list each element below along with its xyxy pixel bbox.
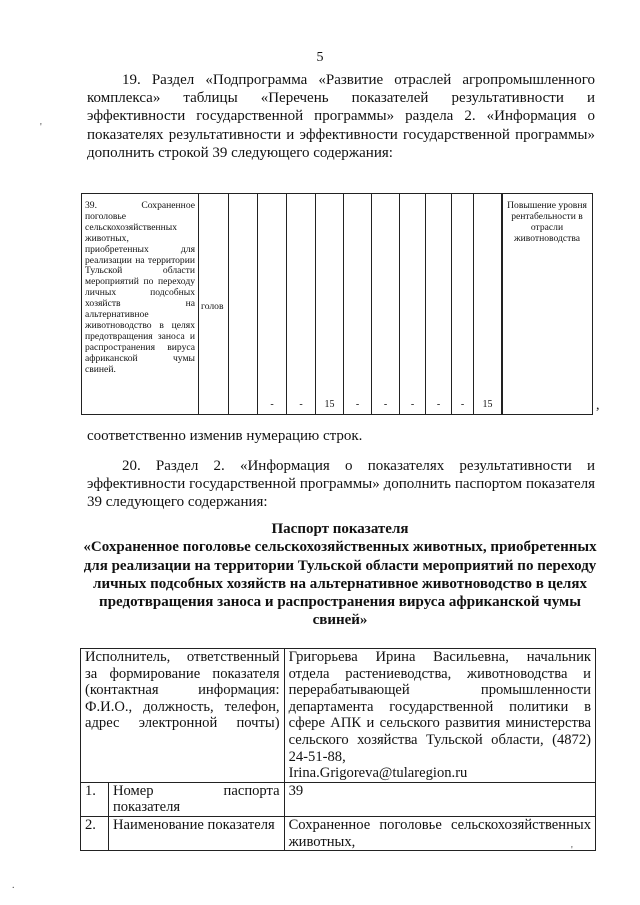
- row-39-value: -: [426, 194, 452, 414]
- passport-title-name: «Сохраненное поголовье сельскохозяйственных животных, приобретенных для реализации на территории Тульской области мероприятий по переходу личных подсобных хозяйств на альтернативное животноводство в целях предотвращения заноса и распространения вируса африканской чумы свиней»: [83, 539, 597, 629]
- row-39-value: -: [400, 194, 426, 414]
- row-39-value: -: [287, 194, 316, 414]
- passport-table: [80, 648, 596, 851]
- passport-title-line1: Паспорт показателя: [271, 521, 409, 537]
- renumber-note: соответственно изменив нумерацию строк.: [87, 428, 363, 444]
- scan-mark: ': [571, 845, 573, 856]
- row-39-value: -: [372, 194, 400, 414]
- trailing-comma: ,: [596, 398, 600, 413]
- executor-label: Исполнитель, ответственный за формирование показателя (контактная информация: Ф.И.О., должность, телефон, адрес электронной почты): [81, 649, 285, 783]
- row-39-value: [229, 194, 258, 414]
- table-row: [81, 649, 596, 783]
- executor-details: Григорьева Ирина Васильевна, начальник отдела растениеводства, животноводства и перерабатывающей промышленности департамента государственной политики в сфере АПК и сельского развития министерства сельского хозяйства Тульской области, (4872) 24-51-88,: [288, 649, 591, 765]
- row-value: Сохраненное поголовье сельскохозяйственных животных,: [284, 816, 595, 850]
- row-number: 2.: [81, 816, 109, 850]
- row-39-value: 15: [474, 194, 502, 414]
- scan-mark: ': [40, 122, 42, 133]
- row-39-value: 15: [316, 194, 344, 414]
- executor-value: [284, 649, 595, 783]
- row-39-unit: голов: [199, 194, 229, 414]
- paragraph-20: 20. Раздел 2. «Информация о показателях результативности и эффективности государственной программы» дополнить паспортом показателя 39 следующего содержания:: [87, 458, 595, 511]
- scan-mark: .: [12, 880, 15, 891]
- table-row: [81, 816, 596, 850]
- table-row: [81, 782, 596, 816]
- paragraph-19: 19. Раздел «Подпрограмма «Развитие отраслей агропромышленного комплекса» таблицы «Перечень показателей результативности и эффективности государственной программы» раздела 2. «Информация о показателях результативности и эффективности государственной программы» дополнить строкой 39 следующего содержания:: [87, 72, 595, 161]
- passport-title: [80, 520, 600, 630]
- row-39-name: 39. Сохраненное поголовье сельскохозяйственных животных, приобретенных для реализации на территории Тульской области мероприятий по переходу личных подсобных хозяйств на альтернативное животноводство в целях предотвращения заноса и распространения вируса африканской чумы свиней.: [82, 194, 199, 414]
- row-39-value: -: [344, 194, 372, 414]
- row-39-goal: Повышение уровня рентабельности в отрасли животноводства: [507, 200, 587, 244]
- row-number: 1.: [81, 782, 109, 816]
- executor-email: Irina.Grigoreva@tularegion.ru: [288, 765, 468, 782]
- row-39-value: -: [258, 194, 287, 414]
- page-number: 5: [316, 50, 324, 65]
- row-39-table: [81, 193, 593, 415]
- row-value: 39: [284, 782, 595, 816]
- row-label: Наименование показателя: [108, 816, 284, 850]
- row-39-value: -: [452, 194, 474, 414]
- row-label: Номер паспорта показателя: [108, 782, 284, 816]
